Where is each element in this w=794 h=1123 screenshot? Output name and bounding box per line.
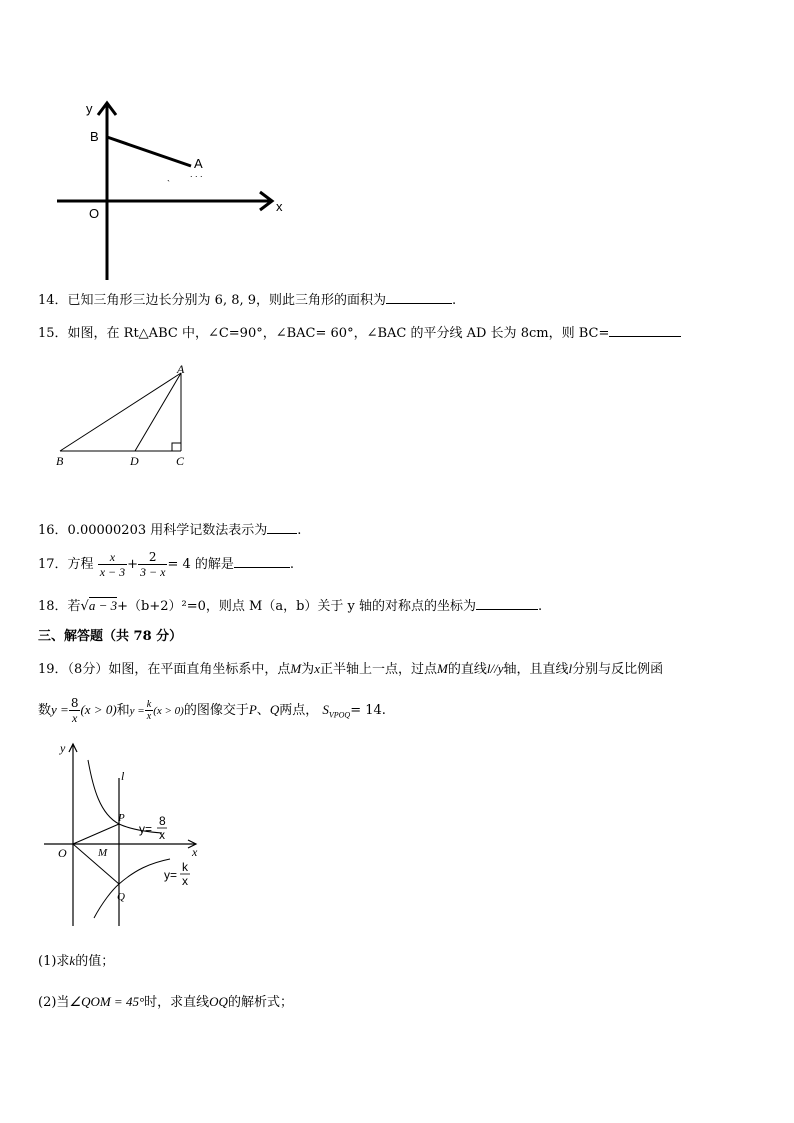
q14-text: 14．已知三角形三边长分别为 6, 8, 9，则此三角形的面积为 [38, 293, 387, 308]
angle-expression: ∠QOM = 45° [69, 994, 145, 1009]
var-oq: OQ [209, 994, 228, 1009]
var-l: l [486, 661, 491, 676]
label-p: P [118, 812, 125, 824]
var-m: M [290, 661, 302, 676]
q17-end: . [289, 557, 295, 572]
segment-op [73, 824, 119, 844]
question-15 [38, 324, 681, 342]
q19-text: 的直线 [447, 662, 487, 677]
q19-text: 两点， [279, 703, 319, 718]
q19-text: 正半轴上一点，过点 [319, 662, 437, 677]
area-subscript: VPOQ [328, 710, 351, 720]
var-m: M [436, 661, 448, 676]
eq1-lhs: y = [51, 702, 69, 717]
q19-text: 、 [256, 703, 270, 718]
area-value: = 14 [350, 703, 382, 718]
sub-question-1 [38, 953, 114, 970]
q16-text: 16．0.00000203 用科学记数法表示为 [38, 523, 268, 538]
sub2-text: 的解析式； [227, 995, 293, 1010]
eq1-condition: (x > 0) [80, 702, 117, 717]
answer-blank[interactable] [476, 597, 538, 610]
curve1-label-prefix: y= [139, 822, 153, 836]
segment-oq [73, 844, 119, 884]
label-x: x [192, 845, 198, 859]
parallel-sign: // [490, 661, 498, 676]
sqrt-content: a − 3 [88, 598, 118, 613]
answer-blank[interactable] [267, 521, 297, 534]
sub1-text: (1)求 [38, 954, 70, 969]
label-b: B [56, 454, 64, 468]
q19-text: 和 [116, 703, 130, 718]
q15-text: 15．如图，在 Rt△ABC 中，∠C=90°，∠BAC= 60°，∠BAC 的平分线 AD 长为 8cm，则 BC= [38, 326, 610, 341]
plus-sign: + [127, 557, 139, 572]
bisector-ad [135, 373, 181, 451]
q19-text: 的图像交于 [183, 703, 249, 718]
curve2-label-prefix: y= [164, 868, 178, 882]
q17-post: = 4 的解是 [167, 557, 234, 572]
label-q: Q [117, 891, 125, 903]
sqrt-sign: √ [80, 599, 89, 614]
fraction-8-over-x: $\frac{8}{x}$ [70, 696, 79, 725]
question-16 [38, 521, 301, 539]
right-angle-mark [172, 443, 181, 451]
sub2-text: 时，求直线 [144, 995, 210, 1010]
section-heading [38, 629, 182, 645]
q19-text: 轴，且直线 [503, 662, 569, 677]
dots-mark: . . . [190, 169, 203, 179]
q18-mid: +（b+2）²=0，则点 M（a，b）关于 y 轴的对称点的坐标为 [117, 599, 477, 614]
q19-text: 19．（8分）如图，在平面直角坐标系中，点 [38, 662, 291, 677]
triangle-figure-q15 [50, 362, 200, 470]
q17-pre: 17．方程 [38, 557, 94, 572]
label-x: x [276, 199, 283, 214]
q19-text: 为 [301, 662, 315, 677]
fraction-k-over-x: $\frac{k}{x}$ [146, 699, 152, 722]
q19-text: 分别与反比例函 [572, 662, 664, 677]
label-l: l [121, 769, 125, 783]
var-k: k [69, 953, 76, 968]
label-o: O [58, 846, 67, 860]
question-19-line2 [38, 692, 386, 734]
label-a: A [177, 362, 185, 376]
var-y: y [497, 661, 504, 676]
segment-ba [107, 137, 191, 166]
var-x: x [314, 661, 320, 676]
section-title: 三、解答题（共 78 分） [38, 629, 183, 644]
area-symbol: S [322, 702, 329, 717]
curve-k-over-x [94, 859, 170, 918]
q18-pre: 18．若 [38, 599, 81, 614]
curve1-label-num: 8 [159, 814, 166, 828]
var-p: P [248, 702, 257, 717]
curve2-label-den: x [182, 874, 188, 888]
label-c: C [176, 454, 185, 468]
answer-blank[interactable] [386, 291, 452, 304]
dots-mark: ` [167, 179, 170, 189]
curve2-label-num: k [182, 860, 188, 874]
q16-end: . [297, 523, 302, 538]
label-y: y [60, 741, 66, 755]
question-19-line1 [38, 661, 663, 678]
label-d: D [130, 454, 139, 468]
sub2-text: (2)当 [38, 995, 70, 1010]
q19-text: 数 [38, 703, 52, 718]
answer-blank[interactable] [609, 324, 681, 337]
var-l: l [568, 661, 573, 676]
side-ab [60, 373, 181, 451]
curve1-label-den: x [159, 828, 165, 842]
question-14 [38, 291, 456, 309]
eq2-condition: (x > 0) [153, 705, 184, 717]
coordinate-figure-q13 [50, 95, 300, 285]
question-18 [38, 597, 542, 615]
label-m: M [98, 847, 108, 859]
q18-end: . [538, 599, 543, 614]
fraction-2-over-3-minus-x: $\frac{2}{3 - x}$ [140, 550, 166, 579]
label-o: O [89, 206, 100, 221]
label-a: A [194, 156, 203, 171]
var-q: Q [269, 702, 280, 717]
label-y: y [86, 101, 93, 116]
answer-blank[interactable] [234, 555, 290, 568]
eq2-lhs: y = [129, 705, 145, 717]
q14-end: . [452, 293, 457, 308]
sub-question-2 [38, 994, 293, 1011]
label-b: B [90, 129, 99, 144]
hyperbola-figure-q19 [40, 738, 210, 930]
q19-end: . [381, 703, 386, 718]
sub1-text: 的值； [75, 954, 115, 969]
question-17 [38, 548, 294, 582]
fraction-x-over-x-minus-3: $\frac{x}{x - 3}$ [99, 550, 126, 579]
